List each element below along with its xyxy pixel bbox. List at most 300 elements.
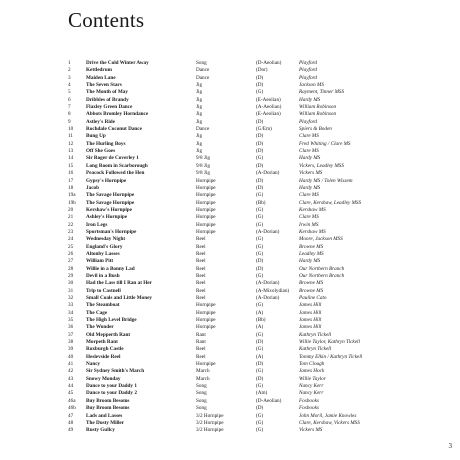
contents-row bbox=[68, 310, 398, 317]
entry-type: Hornpipe bbox=[196, 324, 216, 331]
entry-title: The Seven Stars bbox=[86, 82, 122, 89]
entry-type: March bbox=[196, 375, 210, 382]
contents-row bbox=[68, 295, 398, 302]
entry-number: 41 bbox=[68, 361, 74, 368]
entry-source: Clare, Kershaw, Vickers MSS bbox=[299, 419, 360, 426]
entry-title: Gypsy's Hornpipe bbox=[86, 177, 127, 184]
entry-type: Reel bbox=[196, 258, 206, 265]
entry-source: Playford bbox=[299, 74, 317, 81]
entry-type: Song bbox=[196, 397, 207, 404]
contents-row bbox=[68, 302, 398, 309]
entry-source: William Robinson bbox=[299, 111, 337, 118]
contents-row bbox=[68, 104, 398, 111]
entry-title: Jacob bbox=[86, 184, 99, 191]
entry-title: Devil in a Bush bbox=[86, 272, 120, 279]
contents-row bbox=[68, 178, 398, 185]
entry-number: 19b bbox=[68, 199, 76, 206]
entry-title: Kettledrum bbox=[86, 67, 112, 74]
entry-title: Roxburgh Castle bbox=[86, 346, 124, 353]
entry-number: 26 bbox=[68, 250, 74, 257]
entry-key: (A-Mixolydian) bbox=[256, 287, 290, 294]
entry-key: (D-Aeolian) bbox=[256, 60, 282, 66]
entry-source: Browne MS bbox=[299, 287, 324, 294]
entry-title: Morpeth Rant bbox=[86, 339, 118, 346]
entry-key: (G) bbox=[256, 214, 264, 221]
contents-table bbox=[68, 60, 398, 435]
entry-type: Reel bbox=[196, 353, 206, 360]
entry-type: Rant bbox=[196, 339, 206, 346]
entry-source: Nancy Kerr bbox=[299, 390, 324, 397]
entry-source: Hardy MS / Tolen Wissem bbox=[299, 177, 353, 184]
entry-source: Playford bbox=[299, 67, 317, 74]
entry-source: Browne MS bbox=[299, 243, 324, 250]
entry-type: Hornpipe bbox=[196, 309, 216, 316]
entry-type: 9/8 Jig bbox=[196, 155, 210, 162]
page-number: 3 bbox=[448, 442, 452, 450]
entry-type: 3/2 Hornpipe bbox=[196, 427, 224, 434]
contents-row bbox=[68, 229, 398, 236]
entry-type: Reel bbox=[196, 250, 206, 257]
entry-type: Dance bbox=[196, 67, 210, 74]
entry-number: 20 bbox=[68, 206, 74, 213]
entry-title: The High Level Bridge bbox=[86, 317, 137, 324]
entry-type: Hornpipe bbox=[196, 302, 216, 309]
contents-row bbox=[68, 398, 398, 405]
entry-title: The Dusty Miller bbox=[86, 419, 125, 426]
entry-number: 32 bbox=[68, 295, 74, 301]
entry-type: Hornpipe bbox=[196, 317, 216, 324]
entry-type: Reel bbox=[196, 236, 206, 243]
entry-key: (A-Dorian) bbox=[256, 228, 280, 235]
entry-type: Hornpipe bbox=[196, 177, 216, 184]
entry-number: 11 bbox=[68, 133, 73, 140]
entry-type: Jig bbox=[196, 118, 203, 125]
entry-title: Sir Sydney Smith's March bbox=[86, 368, 145, 375]
entry-type: 3/2 Hornpipe bbox=[196, 412, 224, 419]
entry-key: (D) bbox=[256, 405, 264, 412]
contents-row bbox=[68, 148, 398, 155]
entry-key: (G) bbox=[256, 346, 264, 353]
entry-title: Lads and Lasses bbox=[86, 412, 123, 419]
entry-source: Hardy MS bbox=[299, 155, 321, 162]
entry-source: James Hill bbox=[299, 317, 322, 324]
entry-key: (A-Dorian) bbox=[256, 295, 280, 301]
contents-row bbox=[68, 214, 398, 221]
entry-key: (G) bbox=[256, 419, 264, 426]
entry-source: Our Northern Branch bbox=[299, 272, 345, 279]
entry-title: Iron Legs bbox=[86, 221, 108, 228]
entry-number: 42 bbox=[68, 368, 74, 375]
entry-key: (G) bbox=[256, 155, 264, 162]
entry-key: (D) bbox=[256, 361, 264, 368]
entry-source: Kershaw MS bbox=[299, 228, 326, 235]
entry-title: Peacock Followed the Hen bbox=[86, 170, 145, 177]
entry-key: (Bb) bbox=[256, 317, 266, 324]
entry-number: 3 bbox=[68, 74, 71, 81]
entry-number: 49 bbox=[68, 427, 74, 434]
entry-source: Clare MS bbox=[299, 214, 319, 221]
entry-key: (D) bbox=[256, 82, 264, 89]
entry-key: (G) bbox=[256, 206, 264, 213]
contents-row bbox=[68, 119, 398, 126]
entry-type: 9/8 Jig bbox=[196, 162, 210, 169]
entry-source: Tom Clough bbox=[299, 361, 325, 368]
entry-source: Tommy Elkin / Kathryn Tickell bbox=[299, 353, 363, 360]
entry-type: Song bbox=[196, 390, 207, 397]
entry-key: (G) bbox=[256, 331, 264, 338]
entry-type: Jig bbox=[196, 96, 203, 103]
entry-type: Rant bbox=[196, 331, 206, 338]
entry-title: Trip to Castnell bbox=[86, 287, 121, 294]
entry-title: Sir Roger de Coverley 1 bbox=[86, 155, 139, 162]
entry-type: Song bbox=[196, 60, 207, 66]
contents-row bbox=[68, 67, 398, 74]
entry-title: England's Glory bbox=[86, 243, 123, 250]
contents-row bbox=[68, 427, 398, 434]
entry-key: (D) bbox=[256, 118, 264, 125]
entry-number: 18 bbox=[68, 184, 74, 191]
contents-row bbox=[68, 222, 398, 229]
entry-key: (G) bbox=[256, 383, 264, 390]
entry-number: 47 bbox=[68, 412, 74, 419]
entry-type: Jig bbox=[196, 82, 203, 89]
contents-row bbox=[68, 126, 398, 133]
entry-title: Flaxley Green Dance bbox=[86, 104, 133, 111]
entry-number: 37 bbox=[68, 331, 74, 338]
entry-key: (E-Aeolian) bbox=[256, 111, 281, 118]
entry-number: 45 bbox=[68, 390, 74, 397]
entry-key: (E-Aeolian) bbox=[256, 96, 281, 103]
entry-title: The Steamboat bbox=[86, 302, 120, 309]
entry-title: Dribbles of Brandy bbox=[86, 96, 129, 103]
contents-row bbox=[68, 332, 398, 339]
contents-row bbox=[68, 89, 398, 96]
entry-type: Hornpipe bbox=[196, 206, 216, 213]
entry-title: Dance to your Daddy 2 bbox=[86, 390, 137, 397]
entry-key: (Bb) bbox=[256, 199, 266, 206]
entry-title: Sportsman's Hornpipe bbox=[86, 228, 137, 235]
entry-type: Hornpipe bbox=[196, 228, 216, 235]
entry-source: Fosbooks bbox=[299, 397, 319, 404]
entry-key: (A-Dorian) bbox=[256, 170, 280, 177]
entry-key: (D) bbox=[256, 133, 264, 140]
contents-row bbox=[68, 413, 398, 420]
entry-number: 44 bbox=[68, 383, 74, 390]
entry-type: Jig bbox=[196, 89, 203, 96]
entry-type: Hornpipe bbox=[196, 221, 216, 228]
entry-source: Playford bbox=[299, 60, 317, 66]
contents-row bbox=[68, 60, 398, 67]
entry-number: 28 bbox=[68, 265, 74, 272]
entry-source: Clare MS bbox=[299, 192, 319, 199]
entry-key: (D) bbox=[256, 162, 264, 169]
entry-type: Hornpipe bbox=[196, 361, 216, 368]
entry-number: 9 bbox=[68, 118, 71, 125]
entry-title: Altonby Lasses bbox=[86, 250, 120, 257]
entry-source: Vickers MS bbox=[299, 170, 323, 177]
contents-row bbox=[68, 192, 398, 199]
contents-row bbox=[68, 376, 398, 383]
entry-title: William Pitt bbox=[86, 258, 114, 265]
entry-number: 19a bbox=[68, 192, 76, 199]
entry-title: Drive the Cold Winter Away bbox=[86, 60, 149, 66]
entry-title: Willie in a Bonny Lad bbox=[86, 265, 135, 272]
contents-row bbox=[68, 280, 398, 287]
entry-number: 24 bbox=[68, 236, 74, 243]
entry-key: (D) bbox=[256, 258, 264, 265]
contents-row bbox=[68, 207, 398, 214]
entry-title: Rusty Gullcy bbox=[86, 427, 115, 434]
entry-number: 36 bbox=[68, 324, 74, 331]
entry-source: Pauline Cato bbox=[299, 295, 327, 301]
entry-title: Buy Broom Besoms bbox=[86, 397, 130, 404]
entry-number: 5 bbox=[68, 89, 71, 96]
entry-title: The Hurling Boys bbox=[86, 140, 126, 147]
entry-number: 8 bbox=[68, 111, 71, 118]
entry-number: 6 bbox=[68, 96, 71, 103]
entry-number: 31 bbox=[68, 287, 74, 294]
contents-row bbox=[68, 361, 398, 368]
contents-row bbox=[68, 317, 398, 324]
contents-row bbox=[68, 170, 398, 177]
entry-number: 10 bbox=[68, 126, 74, 133]
contents-row bbox=[68, 97, 398, 104]
entry-number: 27 bbox=[68, 258, 74, 265]
entry-number: 21 bbox=[68, 214, 74, 221]
entry-source: Kathryn Tickell bbox=[299, 331, 332, 338]
entry-type: Jig bbox=[196, 111, 203, 118]
entry-title: Wednesday Night bbox=[86, 236, 126, 243]
entry-type: Hornpipe bbox=[196, 192, 216, 199]
entry-type: Hornpipe bbox=[196, 214, 216, 221]
entry-source: Fred Whiting / Clare MS bbox=[299, 140, 351, 147]
entry-key: (D) bbox=[256, 375, 264, 382]
entry-type: 9/8 Jig bbox=[196, 170, 210, 177]
entry-title: Maiden Lane bbox=[86, 74, 116, 81]
contents-row bbox=[68, 390, 398, 397]
contents-row bbox=[68, 200, 398, 207]
entry-title: Buy Broom Besoms bbox=[86, 405, 130, 412]
entry-source: Clare, Kershaw, Leadley MSS bbox=[299, 199, 362, 206]
entry-key: (Dor) bbox=[256, 67, 268, 74]
entry-source: Playford bbox=[299, 118, 317, 125]
entry-key: (G) bbox=[256, 221, 264, 228]
entry-source: James Hill bbox=[299, 324, 322, 331]
entry-number: 12 bbox=[68, 140, 74, 147]
entry-number: 7 bbox=[68, 104, 71, 111]
contents-row bbox=[68, 111, 398, 118]
entry-source: John Moril, Jamie Knowles bbox=[299, 412, 357, 419]
entry-number: 46b bbox=[68, 405, 76, 412]
entry-title: The Savage Hornpipe bbox=[86, 192, 135, 199]
entry-key: (G) bbox=[256, 250, 264, 257]
entry-source: Willie Taylor bbox=[299, 375, 326, 382]
entry-number: 43 bbox=[68, 375, 74, 382]
entry-key: (D) bbox=[256, 339, 264, 346]
contents-row bbox=[68, 368, 398, 375]
contents-row bbox=[68, 236, 398, 243]
entry-source: Clare MS bbox=[299, 148, 319, 155]
contents-row bbox=[68, 258, 398, 265]
entry-type: Dance bbox=[196, 74, 210, 81]
entry-source: Hardy MS bbox=[299, 184, 321, 191]
entry-source: Hardy MS bbox=[299, 96, 321, 103]
entry-number: 29 bbox=[68, 272, 74, 279]
contents-row bbox=[68, 185, 398, 192]
entry-type: Jig bbox=[196, 133, 203, 140]
contents-row bbox=[68, 163, 398, 170]
entry-type: Reel bbox=[196, 346, 206, 353]
entry-key: (G) bbox=[256, 243, 264, 250]
entry-title: Small Coals and Little Money bbox=[86, 295, 152, 301]
entry-title: The Cage bbox=[86, 309, 108, 316]
contents-row bbox=[68, 339, 398, 346]
entry-number: 40 bbox=[68, 353, 74, 360]
entry-type: Jig bbox=[196, 104, 203, 111]
contents-row bbox=[68, 420, 398, 427]
entry-title: Had the Lass till I Ran at Her bbox=[86, 280, 152, 287]
entry-number: 13 bbox=[68, 148, 74, 155]
entry-title: Long Room in Scarborough bbox=[86, 162, 148, 169]
entry-number: 34 bbox=[68, 309, 74, 316]
contents-row bbox=[68, 244, 398, 251]
entry-number: 35 bbox=[68, 317, 74, 324]
entry-source: Hardy MS bbox=[299, 258, 321, 265]
entry-key: (D-Aeolian) bbox=[256, 397, 282, 404]
entry-key: (D) bbox=[256, 140, 264, 147]
entry-key: (G) bbox=[256, 89, 264, 96]
entry-key: (G) bbox=[256, 192, 264, 199]
contents-row bbox=[68, 133, 398, 140]
entry-type: 3/2 Hornpipe bbox=[196, 419, 224, 426]
entry-source: Vickers, Leadley MSS bbox=[299, 162, 344, 169]
entry-title: The Wonder bbox=[86, 324, 114, 331]
entry-number: 23 bbox=[68, 228, 74, 235]
entry-number: 46a bbox=[68, 397, 76, 404]
entry-number: 39 bbox=[68, 346, 74, 353]
entry-title: Astley's Ride bbox=[86, 118, 115, 125]
entry-source: Nancy Kerr bbox=[299, 383, 324, 390]
entry-key: (D) bbox=[256, 148, 264, 155]
entry-title: Snowy Monday bbox=[86, 375, 121, 382]
entry-key: (D) bbox=[256, 177, 264, 184]
contents-row bbox=[68, 266, 398, 273]
entry-source: Kathryn Tickell bbox=[299, 346, 332, 353]
entry-key: (G/Em) bbox=[256, 126, 272, 133]
entry-source: Our Northern Branch bbox=[299, 265, 345, 272]
entry-type: Dance bbox=[196, 126, 210, 133]
entry-number: 4 bbox=[68, 82, 71, 89]
contents-row bbox=[68, 346, 398, 353]
entry-number: 2 bbox=[68, 67, 71, 74]
entry-title: Dance to your Daddy 1 bbox=[86, 383, 137, 390]
entry-title: Nancy bbox=[86, 361, 101, 368]
entry-source: Spiers & Boden bbox=[299, 126, 332, 133]
entry-type: March bbox=[196, 368, 210, 375]
entry-key: (A) bbox=[256, 353, 264, 360]
entry-title: Off She Goes bbox=[86, 148, 116, 155]
entry-title: Abbots Bromley Horndance bbox=[86, 111, 149, 118]
entry-key: (D) bbox=[256, 184, 264, 191]
entry-source: Jackson MS bbox=[299, 82, 324, 89]
contents-row bbox=[68, 82, 398, 89]
entry-type: Reel bbox=[196, 280, 206, 287]
entry-key: (A-Aeolian) bbox=[256, 104, 282, 111]
entry-source: James Hill bbox=[299, 302, 322, 309]
entry-source: Kershaw MS bbox=[299, 206, 326, 213]
entry-source: Leadley MS bbox=[299, 250, 324, 257]
entry-number: 30 bbox=[68, 280, 74, 287]
entry-key: (A) bbox=[256, 324, 264, 331]
entry-source: James Hill bbox=[299, 309, 322, 316]
entry-title: Ashley's Hornpipe bbox=[86, 214, 128, 221]
entry-key: (G) bbox=[256, 427, 264, 434]
entry-source: Willie Taylor, Kathryn Tickell bbox=[299, 339, 360, 346]
entry-type: Reel bbox=[196, 287, 206, 294]
entry-type: Reel bbox=[196, 265, 206, 272]
contents-row bbox=[68, 251, 398, 258]
entry-number: 25 bbox=[68, 243, 74, 250]
entry-type: Hornpipe bbox=[196, 199, 216, 206]
entry-key: (G) bbox=[256, 302, 264, 309]
entry-source: Browne MS bbox=[299, 280, 324, 287]
contents-row bbox=[68, 383, 398, 390]
entry-key: (G) bbox=[256, 236, 264, 243]
entry-title: Old Mepperth Rant bbox=[86, 331, 131, 338]
entry-title: Rochdale Coconut Dance bbox=[86, 126, 142, 133]
contents-row bbox=[68, 354, 398, 361]
entry-source: Vickers MS bbox=[299, 427, 323, 434]
entry-source: Clare MS bbox=[299, 133, 319, 140]
entry-key: (G) bbox=[256, 368, 264, 375]
entry-key: (Am) bbox=[256, 390, 268, 397]
contents-row bbox=[68, 273, 398, 280]
contents-row bbox=[68, 405, 398, 412]
contents-row bbox=[68, 75, 398, 82]
entry-title: Heslevside Reel bbox=[86, 353, 121, 360]
contents-row bbox=[68, 288, 398, 295]
entry-number: 14 bbox=[68, 155, 74, 162]
entry-source: James Hock bbox=[299, 368, 325, 375]
entry-title: The Savage Hornpipe bbox=[86, 199, 135, 206]
contents-row bbox=[68, 141, 398, 148]
entry-number: 38 bbox=[68, 339, 74, 346]
entry-number: 33 bbox=[68, 302, 74, 309]
entry-key: (G) bbox=[256, 412, 264, 419]
contents-row bbox=[68, 155, 398, 162]
entry-type: Song bbox=[196, 383, 207, 390]
entry-type: Reel bbox=[196, 272, 206, 279]
entry-source: Irwin MS bbox=[299, 221, 319, 228]
entry-title: The Month of May bbox=[86, 89, 128, 96]
entry-key: (D) bbox=[256, 74, 264, 81]
entry-source: Fosbooks bbox=[299, 405, 319, 412]
entry-key: (G) bbox=[256, 272, 264, 279]
entry-title: Bung Up bbox=[86, 133, 106, 140]
entry-number: 48 bbox=[68, 419, 74, 426]
entry-type: Jig bbox=[196, 148, 203, 155]
entry-source: Moore, Jackson MSS bbox=[299, 236, 343, 243]
entry-type: Jig bbox=[196, 140, 203, 147]
entry-key: (A) bbox=[256, 309, 264, 316]
entry-source: Rayment, Tinner MSS bbox=[299, 89, 345, 96]
entry-number: 16 bbox=[68, 170, 74, 177]
entry-title: Kershaw's Hornpipe bbox=[86, 206, 132, 213]
entry-source: William Robinson bbox=[299, 104, 337, 111]
page-title: Contents bbox=[68, 8, 145, 32]
entry-type: Reel bbox=[196, 295, 206, 301]
entry-type: Hornpipe bbox=[196, 184, 216, 191]
